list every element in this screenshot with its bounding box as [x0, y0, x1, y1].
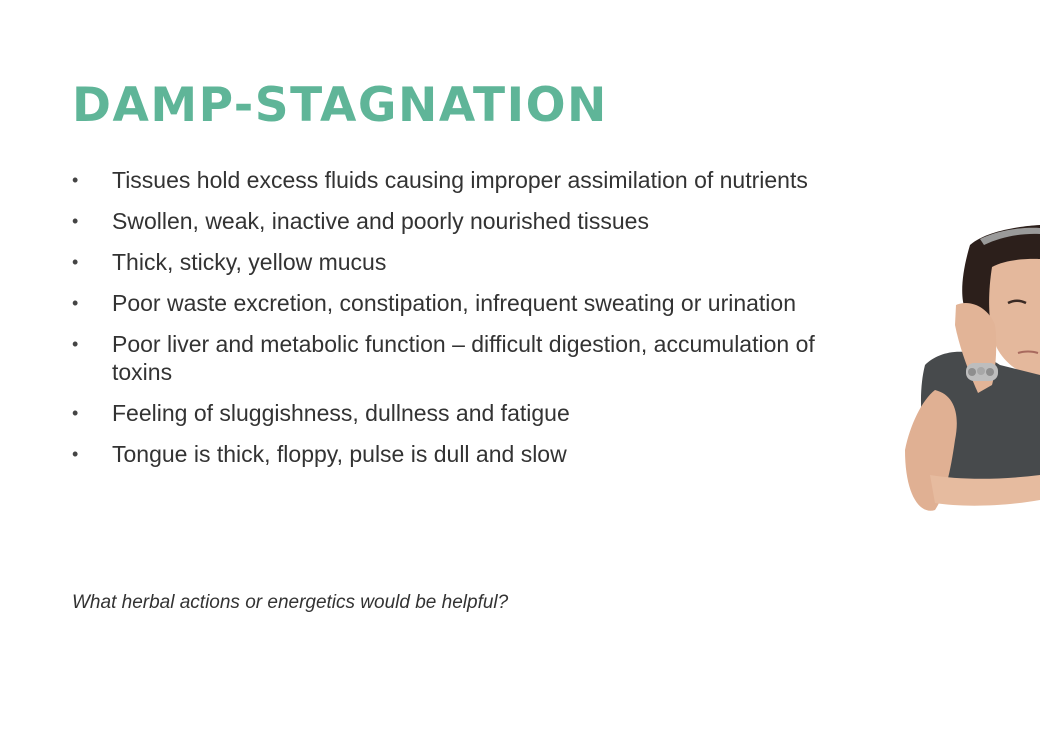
bullet-text: Tissues hold excess fluids causing improper assimilation of nutrients — [112, 167, 808, 193]
forearm-shape — [930, 475, 1040, 506]
bullet-list — [72, 166, 832, 481]
bullet-text: Feeling of sluggishness, dullness and fatigue — [112, 400, 570, 426]
bullet-dot-icon: • — [72, 293, 79, 313]
bullet-dot-icon: • — [72, 170, 79, 190]
bullet-dot-icon: • — [72, 252, 79, 272]
bullet-item — [72, 289, 832, 317]
bullet-text: Tongue is thick, floppy, pulse is dull and slow — [112, 441, 567, 467]
bullet-dot-icon: • — [72, 444, 79, 464]
face-shape — [989, 259, 1040, 375]
bullet-item — [72, 330, 832, 386]
bullet-item — [72, 207, 832, 235]
bullet-text: Poor waste excretion, constipation, infrequent sweating or urination — [112, 290, 797, 316]
tired-woman-photo — [900, 225, 1040, 520]
slide-title: DAMP-STAGNATION — [72, 78, 608, 133]
bullet-item — [72, 399, 832, 427]
discussion-question: What herbal actions or energetics would be helpful? — [72, 592, 509, 613]
bullet-item — [72, 248, 832, 276]
bullet-text: Poor liver and metabolic function – difficult digestion, accumulation of toxins — [112, 331, 815, 385]
bullet-item — [72, 440, 832, 468]
bullet-text: Swollen, weak, inactive and poorly nourished tissues — [112, 208, 649, 234]
bullet-dot-icon: • — [72, 403, 79, 423]
bullet-dot-icon: • — [72, 211, 79, 231]
bullet-text: Thick, sticky, yellow mucus — [112, 249, 387, 275]
bullet-item — [72, 166, 832, 194]
bullet-dot-icon: • — [72, 334, 79, 354]
